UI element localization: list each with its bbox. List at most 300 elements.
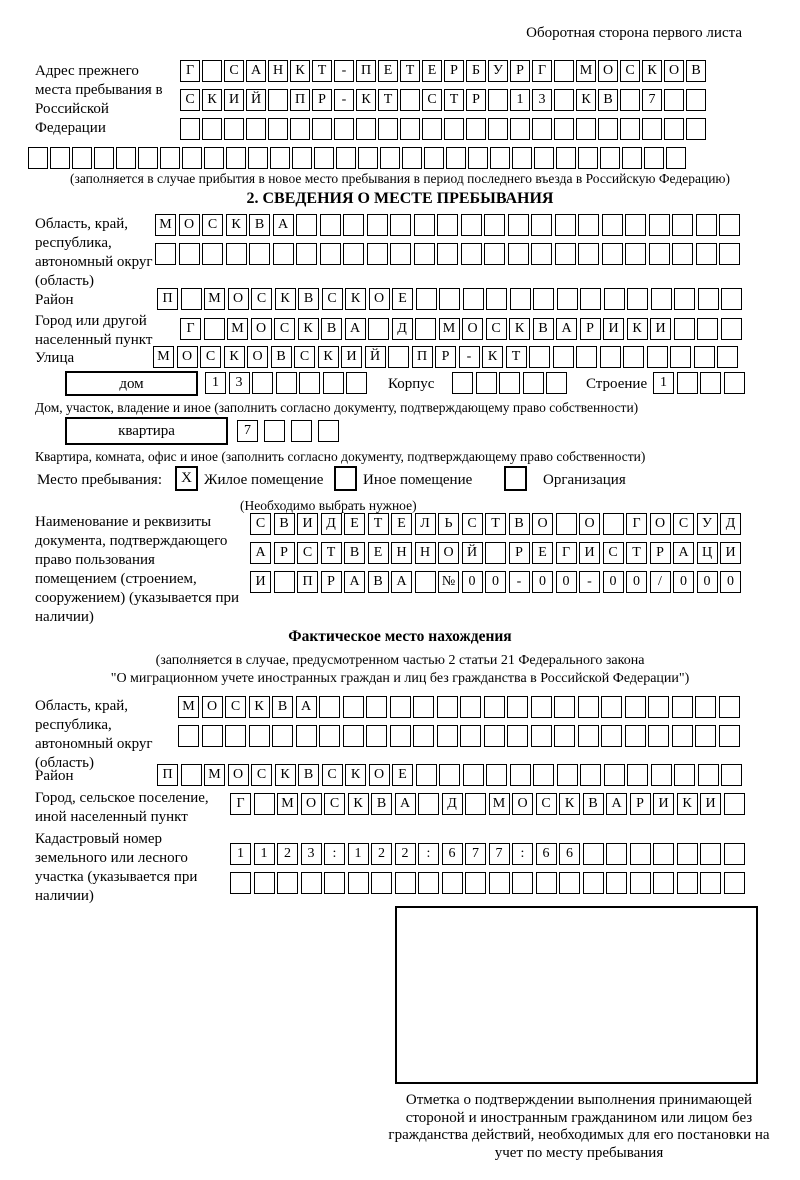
char-cell[interactable] (686, 118, 706, 140)
char-cell[interactable] (270, 147, 290, 169)
char-cell[interactable] (254, 793, 275, 815)
char-cell[interactable] (695, 725, 716, 747)
char-cell[interactable]: О (650, 513, 671, 535)
char-cell[interactable] (556, 513, 577, 535)
char-cell[interactable]: А (345, 318, 366, 340)
char-cell[interactable]: В (368, 571, 389, 593)
char-cell[interactable] (225, 725, 246, 747)
char-cell[interactable] (390, 243, 411, 265)
char-cell[interactable]: И (297, 513, 318, 535)
char-cell[interactable]: Й (462, 542, 483, 564)
char-cell[interactable]: К (275, 288, 296, 310)
char-cell[interactable]: Т (626, 542, 647, 564)
char-cell[interactable] (724, 843, 745, 865)
char-cell[interactable] (627, 288, 648, 310)
char-cell[interactable]: С (620, 60, 640, 82)
char-cell[interactable] (620, 89, 640, 111)
char-cell[interactable]: Г (180, 60, 200, 82)
char-cell[interactable] (578, 243, 599, 265)
char-cell[interactable]: 0 (673, 571, 694, 593)
char-cell[interactable] (642, 118, 662, 140)
char-cell[interactable] (606, 872, 627, 894)
char-cell[interactable]: 6 (559, 843, 580, 865)
char-cell[interactable] (485, 542, 506, 564)
char-cell[interactable]: О (598, 60, 618, 82)
char-cell[interactable] (358, 147, 378, 169)
char-cell[interactable] (625, 725, 646, 747)
char-cell[interactable] (719, 243, 740, 265)
char-cell[interactable] (254, 872, 275, 894)
char-cell[interactable] (672, 214, 693, 236)
char-cell[interactable]: М (227, 318, 248, 340)
char-cell[interactable]: Г (626, 513, 647, 535)
char-cell[interactable]: Б (466, 60, 486, 82)
char-cell[interactable] (556, 147, 576, 169)
char-cell[interactable]: О (369, 764, 390, 786)
char-cell[interactable]: Н (391, 542, 412, 564)
char-cell[interactable]: К (290, 60, 310, 82)
char-cell[interactable]: 2 (371, 843, 392, 865)
char-cell[interactable]: - (459, 346, 480, 368)
char-cell[interactable] (334, 118, 354, 140)
char-cell[interactable]: Р (312, 89, 332, 111)
char-cell[interactable] (600, 147, 620, 169)
char-cell[interactable] (226, 147, 246, 169)
char-cell[interactable] (348, 872, 369, 894)
char-cell[interactable]: Й (365, 346, 386, 368)
char-cell[interactable] (395, 872, 416, 894)
char-cell[interactable] (698, 764, 719, 786)
char-cell[interactable] (700, 872, 721, 894)
char-cell[interactable]: А (673, 542, 694, 564)
char-cell[interactable] (204, 318, 225, 340)
char-cell[interactable] (476, 372, 497, 394)
char-cell[interactable]: П (356, 60, 376, 82)
char-cell[interactable]: Р (509, 542, 530, 564)
char-cell[interactable] (670, 346, 691, 368)
char-cell[interactable] (531, 725, 552, 747)
char-cell[interactable] (598, 118, 618, 140)
char-cell[interactable] (324, 872, 345, 894)
char-cell[interactable] (202, 725, 223, 747)
char-cell[interactable] (486, 764, 507, 786)
char-cell[interactable]: 1 (205, 372, 226, 394)
char-cell[interactable]: 6 (442, 843, 463, 865)
char-cell[interactable] (160, 147, 180, 169)
char-cell[interactable]: Е (392, 764, 413, 786)
char-cell[interactable] (356, 118, 376, 140)
char-cell[interactable] (651, 764, 672, 786)
stay-type-checkbox-residential[interactable]: X (175, 466, 198, 491)
char-cell[interactable] (463, 764, 484, 786)
char-cell[interactable] (390, 725, 411, 747)
char-cell[interactable] (576, 346, 597, 368)
char-cell[interactable]: Д (442, 793, 463, 815)
char-cell[interactable]: Т (485, 513, 506, 535)
char-cell[interactable] (155, 243, 176, 265)
char-cell[interactable] (648, 725, 669, 747)
char-cell[interactable] (178, 725, 199, 747)
char-cell[interactable]: С (225, 696, 246, 718)
char-cell[interactable] (554, 118, 574, 140)
char-cell[interactable] (648, 696, 669, 718)
char-cell[interactable]: В (371, 793, 392, 815)
char-cell[interactable] (510, 288, 531, 310)
char-cell[interactable] (390, 696, 411, 718)
char-cell[interactable]: С (462, 513, 483, 535)
char-cell[interactable] (439, 288, 460, 310)
char-cell[interactable]: 0 (462, 571, 483, 593)
char-cell[interactable] (336, 147, 356, 169)
char-cell[interactable]: С (486, 318, 507, 340)
char-cell[interactable] (672, 696, 693, 718)
char-cell[interactable] (490, 147, 510, 169)
char-cell[interactable] (291, 420, 312, 442)
char-cell[interactable] (672, 725, 693, 747)
char-cell[interactable] (460, 696, 481, 718)
char-cell[interactable]: С (250, 513, 271, 535)
char-cell[interactable] (559, 872, 580, 894)
char-cell[interactable]: К (226, 214, 247, 236)
char-cell[interactable]: О (228, 764, 249, 786)
char-cell[interactable]: И (603, 318, 624, 340)
char-cell[interactable]: Г (230, 793, 251, 815)
char-cell[interactable]: О (579, 513, 600, 535)
char-cell[interactable] (724, 372, 745, 394)
char-cell[interactable]: И (650, 318, 671, 340)
char-cell[interactable] (649, 243, 670, 265)
char-cell[interactable]: П (157, 764, 178, 786)
char-cell[interactable]: Е (368, 542, 389, 564)
char-cell[interactable] (601, 696, 622, 718)
char-cell[interactable]: К (318, 346, 339, 368)
char-cell[interactable] (531, 696, 552, 718)
char-cell[interactable] (400, 118, 420, 140)
char-cell[interactable] (555, 243, 576, 265)
char-cell[interactable] (531, 214, 552, 236)
char-cell[interactable] (390, 214, 411, 236)
char-cell[interactable]: А (556, 318, 577, 340)
char-cell[interactable]: К (348, 793, 369, 815)
char-cell[interactable] (666, 147, 686, 169)
char-cell[interactable]: 7 (237, 420, 258, 442)
char-cell[interactable] (181, 764, 202, 786)
char-cell[interactable]: О (179, 214, 200, 236)
char-cell[interactable]: - (334, 89, 354, 111)
char-cell[interactable] (484, 214, 505, 236)
char-cell[interactable] (651, 288, 672, 310)
char-cell[interactable] (415, 318, 436, 340)
char-cell[interactable]: И (579, 542, 600, 564)
char-cell[interactable] (580, 288, 601, 310)
char-cell[interactable] (439, 764, 460, 786)
char-cell[interactable] (721, 764, 742, 786)
char-cell[interactable]: : (324, 843, 345, 865)
char-cell[interactable]: Т (321, 542, 342, 564)
char-cell[interactable]: А (273, 214, 294, 236)
char-cell[interactable] (507, 725, 528, 747)
char-cell[interactable] (488, 89, 508, 111)
char-cell[interactable] (719, 725, 740, 747)
char-cell[interactable] (422, 118, 442, 140)
char-cell[interactable] (576, 118, 596, 140)
char-cell[interactable] (264, 420, 285, 442)
char-cell[interactable] (674, 764, 695, 786)
char-cell[interactable]: М (277, 793, 298, 815)
char-cell[interactable] (277, 872, 298, 894)
char-cell[interactable] (202, 243, 223, 265)
char-cell[interactable]: В (271, 346, 292, 368)
char-cell[interactable]: Е (344, 513, 365, 535)
char-cell[interactable] (602, 214, 623, 236)
char-cell[interactable] (465, 872, 486, 894)
char-cell[interactable]: Т (312, 60, 332, 82)
char-cell[interactable]: № (438, 571, 459, 593)
char-cell[interactable]: Т (400, 60, 420, 82)
char-cell[interactable] (700, 372, 721, 394)
char-cell[interactable]: С (322, 764, 343, 786)
char-cell[interactable] (623, 346, 644, 368)
char-cell[interactable]: В (249, 214, 270, 236)
char-cell[interactable] (529, 346, 550, 368)
char-cell[interactable]: Р (274, 542, 295, 564)
char-cell[interactable]: 1 (348, 843, 369, 865)
char-cell[interactable] (672, 243, 693, 265)
char-cell[interactable] (696, 243, 717, 265)
char-cell[interactable]: Р (466, 89, 486, 111)
char-cell[interactable] (437, 696, 458, 718)
char-cell[interactable] (273, 243, 294, 265)
char-cell[interactable]: В (298, 764, 319, 786)
char-cell[interactable]: О (512, 793, 533, 815)
char-cell[interactable] (230, 872, 251, 894)
char-cell[interactable] (343, 696, 364, 718)
char-cell[interactable]: 3 (301, 843, 322, 865)
char-cell[interactable]: В (686, 60, 706, 82)
char-cell[interactable] (653, 872, 674, 894)
char-cell[interactable] (249, 725, 270, 747)
char-cell[interactable] (202, 60, 222, 82)
char-cell[interactable]: 0 (485, 571, 506, 593)
char-cell[interactable]: О (202, 696, 223, 718)
char-cell[interactable] (319, 725, 340, 747)
char-cell[interactable] (686, 89, 706, 111)
char-cell[interactable] (484, 243, 505, 265)
char-cell[interactable]: Е (422, 60, 442, 82)
char-cell[interactable]: 2 (395, 843, 416, 865)
char-cell[interactable]: Е (378, 60, 398, 82)
char-cell[interactable]: К (677, 793, 698, 815)
char-cell[interactable]: В (321, 318, 342, 340)
char-cell[interactable] (531, 243, 552, 265)
char-cell[interactable]: Н (415, 542, 436, 564)
char-cell[interactable]: С (251, 764, 272, 786)
stay-type-checkbox-organization[interactable] (504, 466, 527, 491)
char-cell[interactable]: О (532, 513, 553, 535)
char-cell[interactable] (578, 696, 599, 718)
char-cell[interactable]: В (272, 696, 293, 718)
char-cell[interactable]: И (720, 542, 741, 564)
char-cell[interactable] (290, 118, 310, 140)
char-cell[interactable]: Р (435, 346, 456, 368)
char-cell[interactable] (600, 346, 621, 368)
char-cell[interactable] (510, 764, 531, 786)
char-cell[interactable]: П (412, 346, 433, 368)
char-cell[interactable] (583, 843, 604, 865)
char-cell[interactable]: А (395, 793, 416, 815)
char-cell[interactable]: К (345, 288, 366, 310)
char-cell[interactable]: В (598, 89, 618, 111)
char-cell[interactable] (388, 346, 409, 368)
char-cell[interactable]: 7 (642, 89, 662, 111)
char-cell[interactable] (649, 214, 670, 236)
char-cell[interactable]: Т (378, 89, 398, 111)
char-cell[interactable] (555, 214, 576, 236)
char-cell[interactable]: С (294, 346, 315, 368)
char-cell[interactable]: К (275, 764, 296, 786)
char-cell[interactable] (488, 118, 508, 140)
char-cell[interactable] (677, 872, 698, 894)
char-cell[interactable]: - (334, 60, 354, 82)
char-cell[interactable]: И (700, 793, 721, 815)
char-cell[interactable]: В (583, 793, 604, 815)
char-cell[interactable]: Г (556, 542, 577, 564)
char-cell[interactable] (484, 725, 505, 747)
char-cell[interactable]: А (344, 571, 365, 593)
char-cell[interactable]: Л (415, 513, 436, 535)
char-cell[interactable] (320, 243, 341, 265)
char-cell[interactable] (460, 725, 481, 747)
char-cell[interactable] (677, 843, 698, 865)
char-cell[interactable]: 3 (532, 89, 552, 111)
char-cell[interactable]: М (178, 696, 199, 718)
char-cell[interactable] (268, 89, 288, 111)
char-cell[interactable]: : (418, 843, 439, 865)
char-cell[interactable] (413, 696, 434, 718)
char-cell[interactable] (418, 793, 439, 815)
char-cell[interactable] (721, 288, 742, 310)
char-cell[interactable] (724, 872, 745, 894)
char-cell[interactable] (319, 696, 340, 718)
char-cell[interactable] (416, 764, 437, 786)
char-cell[interactable]: А (606, 793, 627, 815)
char-cell[interactable] (400, 89, 420, 111)
char-cell[interactable]: Р (650, 542, 671, 564)
char-cell[interactable] (368, 318, 389, 340)
char-cell[interactable]: П (290, 89, 310, 111)
char-cell[interactable]: 6 (536, 843, 557, 865)
char-cell[interactable] (625, 214, 646, 236)
char-cell[interactable] (533, 288, 554, 310)
char-cell[interactable]: Р (321, 571, 342, 593)
char-cell[interactable]: К (249, 696, 270, 718)
char-cell[interactable]: В (533, 318, 554, 340)
char-cell[interactable]: Д (321, 513, 342, 535)
char-cell[interactable] (674, 288, 695, 310)
char-cell[interactable]: О (247, 346, 268, 368)
char-cell[interactable] (224, 118, 244, 140)
char-cell[interactable]: Ц (697, 542, 718, 564)
char-cell[interactable] (416, 288, 437, 310)
char-cell[interactable] (444, 118, 464, 140)
char-cell[interactable] (554, 725, 575, 747)
char-cell[interactable]: С (673, 513, 694, 535)
char-cell[interactable]: Г (180, 318, 201, 340)
char-cell[interactable] (580, 764, 601, 786)
char-cell[interactable] (204, 147, 224, 169)
char-cell[interactable] (465, 793, 486, 815)
char-cell[interactable] (179, 243, 200, 265)
char-cell[interactable]: Ь (438, 513, 459, 535)
char-cell[interactable] (647, 346, 668, 368)
char-cell[interactable] (414, 243, 435, 265)
char-cell[interactable]: Й (246, 89, 266, 111)
char-cell[interactable] (532, 118, 552, 140)
char-cell[interactable]: М (204, 764, 225, 786)
char-cell[interactable] (674, 318, 695, 340)
char-cell[interactable]: О (177, 346, 198, 368)
char-cell[interactable] (378, 118, 398, 140)
char-cell[interactable] (461, 214, 482, 236)
char-cell[interactable] (292, 147, 312, 169)
char-cell[interactable] (202, 118, 222, 140)
char-cell[interactable] (182, 147, 202, 169)
char-cell[interactable] (320, 214, 341, 236)
char-cell[interactable]: М (439, 318, 460, 340)
char-cell[interactable] (437, 243, 458, 265)
char-cell[interactable]: О (369, 288, 390, 310)
char-cell[interactable]: 0 (556, 571, 577, 593)
char-cell[interactable] (343, 725, 364, 747)
char-cell[interactable] (299, 372, 320, 394)
char-cell[interactable]: В (509, 513, 530, 535)
char-cell[interactable] (301, 872, 322, 894)
char-cell[interactable]: Р (630, 793, 651, 815)
char-cell[interactable]: У (697, 513, 718, 535)
char-cell[interactable] (28, 147, 48, 169)
char-cell[interactable] (489, 872, 510, 894)
char-cell[interactable] (367, 214, 388, 236)
char-cell[interactable]: - (509, 571, 530, 593)
char-cell[interactable] (466, 118, 486, 140)
char-cell[interactable] (700, 843, 721, 865)
char-cell[interactable]: В (344, 542, 365, 564)
char-cell[interactable]: С (224, 60, 244, 82)
char-cell[interactable] (554, 89, 574, 111)
char-cell[interactable] (630, 843, 651, 865)
char-cell[interactable]: 1 (230, 843, 251, 865)
char-cell[interactable] (366, 696, 387, 718)
stay-type-checkbox-other[interactable] (334, 466, 357, 491)
char-cell[interactable]: И (224, 89, 244, 111)
char-cell[interactable]: К (559, 793, 580, 815)
char-cell[interactable] (414, 214, 435, 236)
char-cell[interactable] (604, 764, 625, 786)
char-cell[interactable] (246, 118, 266, 140)
char-cell[interactable] (721, 318, 742, 340)
char-cell[interactable]: О (664, 60, 684, 82)
char-cell[interactable]: М (155, 214, 176, 236)
char-cell[interactable] (696, 214, 717, 236)
char-cell[interactable]: И (653, 793, 674, 815)
char-cell[interactable] (248, 147, 268, 169)
char-cell[interactable] (312, 118, 332, 140)
char-cell[interactable] (554, 60, 574, 82)
char-cell[interactable]: Е (532, 542, 553, 564)
char-cell[interactable]: П (157, 288, 178, 310)
char-cell[interactable]: С (274, 318, 295, 340)
char-cell[interactable]: М (576, 60, 596, 82)
